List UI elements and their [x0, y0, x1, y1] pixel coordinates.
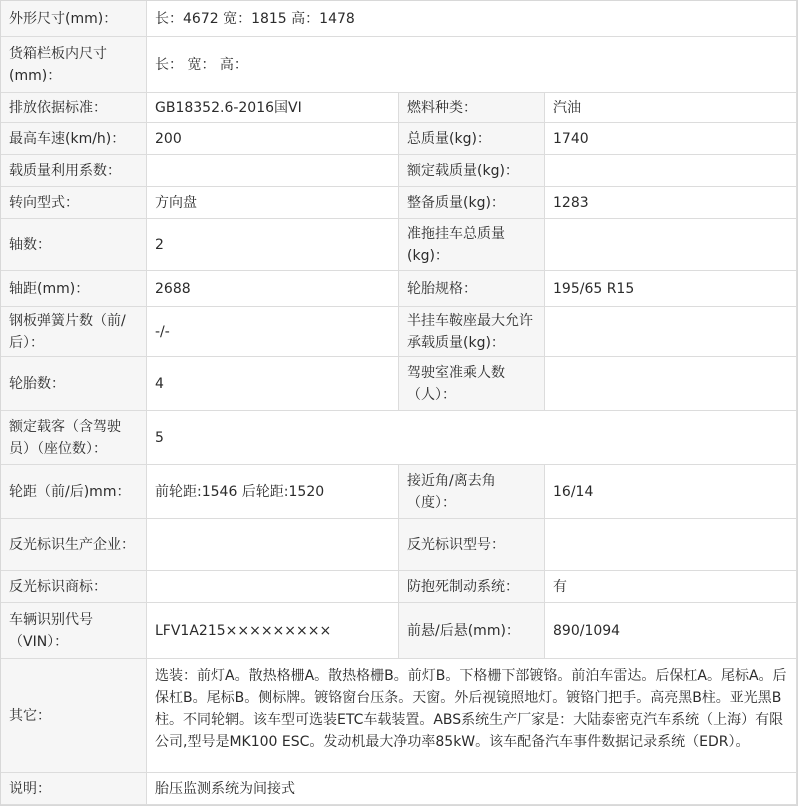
axle-count-label: 轴数：	[1, 219, 147, 271]
trailer-mass-value	[545, 219, 797, 271]
cab-seats-value	[545, 357, 797, 411]
wheelbase-label: 轴距(mm)：	[1, 271, 147, 307]
tire-spec-value: 195/65 R15	[545, 271, 797, 307]
approach-departure-angle-value: 16/14	[545, 465, 797, 519]
steering-label: 转向型式：	[1, 187, 147, 219]
load-factor-label: 载质量利用系数：	[1, 155, 147, 187]
emission-standard-value: GB18352.6-2016国VI	[147, 93, 399, 123]
vin-value: LFV1A215×××××××××	[147, 603, 399, 659]
rated-load-label: 额定载质量(kg)：	[399, 155, 545, 187]
tire-count-label: 轮胎数：	[1, 357, 147, 411]
saddle-load-label: 半挂车鞍座最大允许承载质量(kg)：	[399, 307, 545, 357]
outer-size-label: 外形尺寸(mm)：	[1, 1, 147, 37]
emission-standard-label: 排放依据标准：	[1, 93, 147, 123]
vin-label: 车辆识别代号（VIN）：	[1, 603, 147, 659]
fuel-type-value: 汽油	[545, 93, 797, 123]
abs-label: 防抱死制动系统：	[399, 571, 545, 603]
note-value: 胎压监测系统为间接式	[147, 773, 797, 805]
axle-count-value: 2	[147, 219, 399, 271]
passenger-seats-value: 5	[147, 411, 797, 465]
curb-mass-label: 整备质量(kg)：	[399, 187, 545, 219]
outer-size-value: 长：4672 宽：1815 高：1478	[147, 1, 797, 37]
track-width-label: 轮距（前/后)mm：	[1, 465, 147, 519]
overhang-value: 890/1094	[545, 603, 797, 659]
load-factor-value	[147, 155, 399, 187]
overhang-label: 前悬/后悬(mm)：	[399, 603, 545, 659]
abs-value: 有	[545, 571, 797, 603]
gross-mass-label: 总质量(kg)：	[399, 123, 545, 155]
other-label: 其它：	[1, 659, 147, 773]
rated-load-value	[545, 155, 797, 187]
leaf-spring-label: 钢板弹簧片数（前/后）：	[1, 307, 147, 357]
steering-value: 方向盘	[147, 187, 399, 219]
gross-mass-value: 1740	[545, 123, 797, 155]
cab-seats-label: 驾驶室准乘人数（人）：	[399, 357, 545, 411]
tire-spec-label: 轮胎规格：	[399, 271, 545, 307]
max-speed-label: 最高车速(km/h)：	[1, 123, 147, 155]
reflector-brand-label: 反光标识商标：	[1, 571, 147, 603]
reflector-model-label: 反光标识型号：	[399, 519, 545, 571]
track-width-value: 前轮距:1546 后轮距:1520	[147, 465, 399, 519]
cargo-inner-size-value: 长： 宽： 高：	[147, 37, 797, 93]
passenger-seats-label: 额定载客（含驾驶员）（座位数）：	[1, 411, 147, 465]
approach-departure-angle-label: 接近角/离去角（度）：	[399, 465, 545, 519]
trailer-mass-label: 准拖挂车总质量(kg)：	[399, 219, 545, 271]
curb-mass-value: 1283	[545, 187, 797, 219]
tire-count-value: 4	[147, 357, 399, 411]
cargo-inner-size-label: 货箱栏板内尺寸(mm)：	[1, 37, 147, 93]
max-speed-value: 200	[147, 123, 399, 155]
wheelbase-value: 2688	[147, 271, 399, 307]
fuel-type-label: 燃料种类：	[399, 93, 545, 123]
reflector-brand-value	[147, 571, 399, 603]
note-label: 说明：	[1, 773, 147, 805]
reflector-maker-label: 反光标识生产企业：	[1, 519, 147, 571]
saddle-load-value	[545, 307, 797, 357]
other-value: 选装：前灯A。散热格栅A。散热格栅B。前灯B。下格栅下部镀铬。前泊车雷达。后保杠A。尾标A。后保杠B。尾标B。侧标牌。镀铬窗台压条。天窗。外后视镜照地灯。镀铬门把手。高亮黑B柱。亚光黑B柱。不同轮辋。该车型可选装ETC车载装置。ABS系统生产厂家是：大陆泰密克汽车系统（上海）有限公司,型号是MK100 ESC。发动机最大净功率85kW。该车配备汽车事件数据记录系统（EDR）。	[147, 659, 797, 773]
leaf-spring-value: -/-	[147, 307, 399, 357]
reflector-model-value	[545, 519, 797, 571]
reflector-maker-value	[147, 519, 399, 571]
